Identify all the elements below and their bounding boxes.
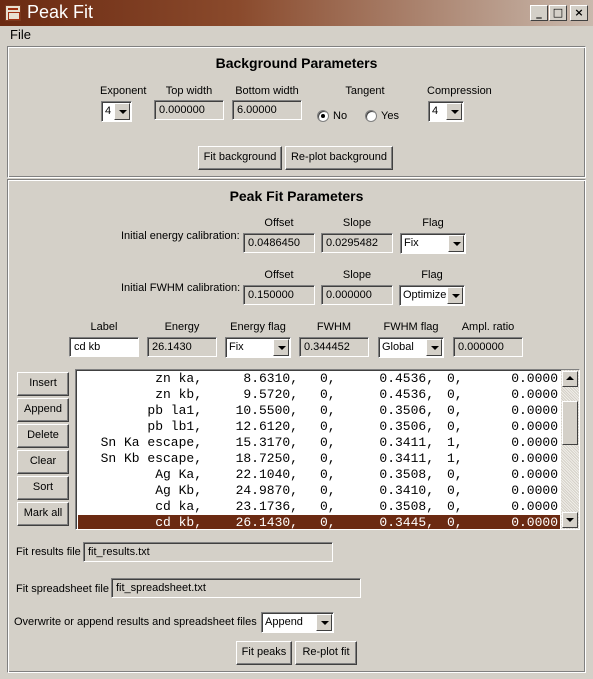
peak-cell-fwhm: 0.3410, (379, 483, 434, 498)
peak-row[interactable] (78, 435, 560, 451)
peak-cell-fflag: 0, (447, 483, 463, 498)
fwhm-flag2-label: FWHM flag (383, 321, 439, 333)
peak-cell-fwhm: 0.3411, (379, 451, 434, 466)
peak-cell-ampl: 0.0000 (511, 515, 558, 530)
spreadsheet-file-field[interactable]: fit_spreadsheet.txt (111, 578, 361, 598)
peak-row[interactable] (78, 371, 560, 387)
energy-flag2-value: Fix (229, 341, 244, 353)
peak-cell-ampl: 0.0000 (511, 435, 558, 450)
insert-button[interactable]: Insert (17, 372, 69, 396)
chevron-down-icon[interactable] (447, 287, 463, 304)
peak-cell-label: cd ka, (155, 499, 202, 514)
peak-cell-eflag: 0, (320, 403, 336, 418)
peak-cell-fwhm: 0.4536, (379, 371, 434, 386)
peak-cell-energy: 23.1736, (235, 499, 298, 514)
chevron-down-icon[interactable] (446, 103, 462, 120)
energy-calibration-label: Initial energy calibration: (121, 230, 240, 242)
peak-cell-energy: 8.6310, (243, 371, 298, 386)
peak-cell-fflag: 0, (447, 371, 463, 386)
tangent-yes-radio[interactable] (365, 110, 377, 122)
scroll-down-icon[interactable] (562, 512, 578, 528)
peak-cell-ampl: 0.0000 (511, 467, 558, 482)
peak-cell-energy: 26.1430, (235, 515, 298, 530)
peak-cell-fflag: 1, (447, 451, 463, 466)
peak-cell-eflag: 0, (320, 515, 336, 530)
close-button[interactable]: × (570, 5, 588, 21)
compression-value: 4 (432, 105, 439, 117)
energy-flag-select[interactable] (400, 233, 466, 254)
peak-cell-fflag: 0, (447, 387, 463, 402)
peak-row[interactable] (78, 467, 560, 483)
bottom-width-field: 6.00000 (232, 100, 302, 120)
top-width-field: 0.000000 (154, 100, 224, 120)
compression-label: Compression (427, 85, 492, 97)
peak-row[interactable] (78, 419, 560, 435)
delete-button[interactable]: Delete (17, 424, 69, 448)
peaks-list-scrollbar[interactable] (561, 370, 579, 529)
chevron-down-icon[interactable] (448, 235, 464, 252)
mark-all-button[interactable]: Mark all (17, 502, 69, 526)
peak-cell-ampl: 0.0000 (511, 499, 558, 514)
energy-slope-field[interactable]: 0.0295482 (321, 233, 393, 253)
overwrite-select[interactable] (261, 612, 334, 633)
peak-cell-eflag: 0, (320, 483, 336, 498)
replot-fit-button[interactable]: Re-plot fit (295, 641, 357, 665)
peak-cell-label: Ag Kb, (155, 483, 202, 498)
peak-cell-label: pb lb1, (147, 419, 202, 434)
peak-cell-energy: 22.1040, (235, 467, 298, 482)
compression-select[interactable] (428, 101, 464, 122)
chevron-down-icon[interactable] (114, 103, 130, 120)
peak-cell-ampl: 0.0000 (511, 387, 558, 402)
peak-cell-ampl: 0.0000 (511, 483, 558, 498)
fwhm-flag-label: Flag (421, 269, 443, 281)
peak-cell-label: Sn Ka escape, (100, 435, 202, 450)
ampl-ratio-field[interactable]: 0.000000 (453, 337, 523, 357)
energy-flag-label: Flag (422, 217, 444, 229)
background-heading: Background Parameters (215, 55, 378, 71)
peak-cell-energy: 10.5500, (235, 403, 298, 418)
title-bar[interactable] (0, 0, 593, 26)
peak-cell-fwhm: 0.4536, (379, 387, 434, 402)
label-label: Label (90, 321, 118, 333)
replot-background-button[interactable]: Re-plot background (285, 146, 393, 170)
spreadsheet-file-label: Fit spreadsheet file (16, 583, 109, 595)
tangent-no-label[interactable]: No (333, 110, 348, 122)
peak-cell-label: zn ka, (155, 371, 202, 386)
peak-cell-fwhm: 0.3508, (379, 467, 434, 482)
peak-cell-fwhm: 0.3506, (379, 419, 434, 434)
ampl-ratio-label: Ampl. ratio (461, 321, 515, 333)
energy-slope-label: Slope (342, 217, 372, 229)
fwhm-offset-field[interactable]: 0.150000 (243, 285, 315, 305)
exponent-select[interactable] (101, 101, 132, 122)
peak-cell-fflag: 0, (447, 419, 463, 434)
scroll-thumb[interactable] (562, 401, 578, 445)
exponent-label: Exponent (100, 85, 147, 97)
fwhm-flag-value: Optimize (403, 289, 447, 301)
peak-cell-energy: 24.9870, (235, 483, 298, 498)
fwhm-flag2-select[interactable] (378, 337, 444, 358)
peak-cell-label: Ag Ka, (155, 467, 202, 482)
chevron-down-icon[interactable] (316, 614, 332, 631)
overwrite-label: Overwrite or append results and spreadsheet files (14, 616, 257, 628)
peak-cell-eflag: 0, (320, 419, 336, 434)
fit-background-button[interactable]: Fit background (198, 146, 282, 170)
peaks-list[interactable] (75, 369, 580, 530)
tangent-label: Tangent (345, 85, 385, 97)
peak-row[interactable] (78, 451, 560, 467)
maximize-button[interactable]: □ (549, 5, 567, 21)
fit-peaks-button[interactable]: Fit peaks (236, 641, 292, 665)
menu-bar (0, 26, 593, 44)
peak-cell-fflag: 0, (447, 467, 463, 482)
fwhm-calibration-label: Initial FWHM calibration: (121, 282, 241, 294)
peak-row[interactable] (78, 515, 560, 530)
menu-file[interactable]: File (10, 27, 31, 42)
energy-offset-label: Offset (264, 217, 294, 229)
fwhm-slope-field[interactable]: 0.000000 (321, 285, 393, 305)
energy-flag-value: Fix (404, 237, 419, 249)
chevron-down-icon[interactable] (426, 339, 442, 356)
minimize-button[interactable]: _ (530, 5, 548, 21)
energy-offset-field[interactable]: 0.0486450 (243, 233, 315, 253)
peak-row[interactable] (78, 483, 560, 499)
fwhm-field[interactable]: 0.344452 (299, 337, 369, 357)
peak-cell-fwhm: 0.3445, (379, 515, 434, 530)
sort-button[interactable]: Sort (17, 476, 69, 500)
fwhm-flag2-value: Global (382, 341, 414, 353)
peak-cell-energy: 18.7250, (235, 451, 298, 466)
energy-field[interactable]: 26.1430 (147, 337, 217, 357)
app-icon[interactable] (5, 5, 21, 21)
overwrite-value: Append (265, 616, 303, 628)
fwhm-slope-label: Slope (342, 269, 372, 281)
tangent-yes-label[interactable]: Yes (381, 110, 399, 122)
peak-cell-fflag: 0, (447, 403, 463, 418)
peak-heading: Peak Fit Parameters (229, 188, 364, 204)
peak-cell-energy: 15.3170, (235, 435, 298, 450)
clear-button[interactable]: Clear (17, 450, 69, 474)
peak-cell-fwhm: 0.3508, (379, 499, 434, 514)
peak-row[interactable] (78, 403, 560, 419)
peak-cell-ampl: 0.0000 (511, 371, 558, 386)
peak-cell-fflag: 0, (447, 515, 463, 530)
peak-row[interactable] (78, 499, 560, 515)
bottom-width-label: Bottom width (235, 85, 299, 97)
peak-cell-energy: 12.6120, (235, 419, 298, 434)
peak-cell-fflag: 1, (447, 435, 463, 450)
results-file-field[interactable]: fit_results.txt (83, 542, 333, 562)
results-file-label: Fit results file (16, 546, 81, 558)
peak-cell-eflag: 0, (320, 435, 336, 450)
append-button[interactable]: Append (17, 398, 69, 422)
peak-cell-ampl: 0.0000 (511, 451, 558, 466)
fwhm-label: FWHM (316, 321, 352, 333)
peak-cell-fwhm: 0.3506, (379, 403, 434, 418)
tangent-no-radio[interactable] (317, 110, 329, 122)
energy-flag2-label: Energy flag (230, 321, 286, 333)
scroll-up-icon[interactable] (562, 371, 578, 387)
peak-cell-label: pb la1, (147, 403, 202, 418)
peak-cell-label: Sn Kb escape, (100, 451, 202, 466)
peak-cell-energy: 9.5720, (243, 387, 298, 402)
peak-cell-ampl: 0.0000 (511, 419, 558, 434)
energy-label: Energy (164, 321, 200, 333)
peak-cell-eflag: 0, (320, 467, 336, 482)
exponent-value: 4 (105, 105, 112, 117)
window-title: Peak Fit (27, 2, 94, 22)
fwhm-flag-select[interactable] (399, 285, 465, 306)
peak-cell-fflag: 0, (447, 499, 463, 514)
top-width-label: Top width (165, 85, 213, 97)
peak-cell-eflag: 0, (320, 387, 336, 402)
chevron-down-icon[interactable] (273, 339, 289, 356)
peak-cell-fwhm: 0.3411, (379, 435, 434, 450)
peak-cell-eflag: 0, (320, 451, 336, 466)
label-input[interactable]: cd kb (69, 337, 139, 357)
peak-cell-label: cd kb, (155, 515, 202, 530)
peak-row[interactable] (78, 387, 560, 403)
peak-cell-eflag: 0, (320, 371, 336, 386)
peak-cell-eflag: 0, (320, 499, 336, 514)
peak-cell-ampl: 0.0000 (511, 403, 558, 418)
energy-flag2-select[interactable] (225, 337, 291, 358)
fwhm-offset-label: Offset (264, 269, 294, 281)
peak-cell-label: zn kb, (155, 387, 202, 402)
